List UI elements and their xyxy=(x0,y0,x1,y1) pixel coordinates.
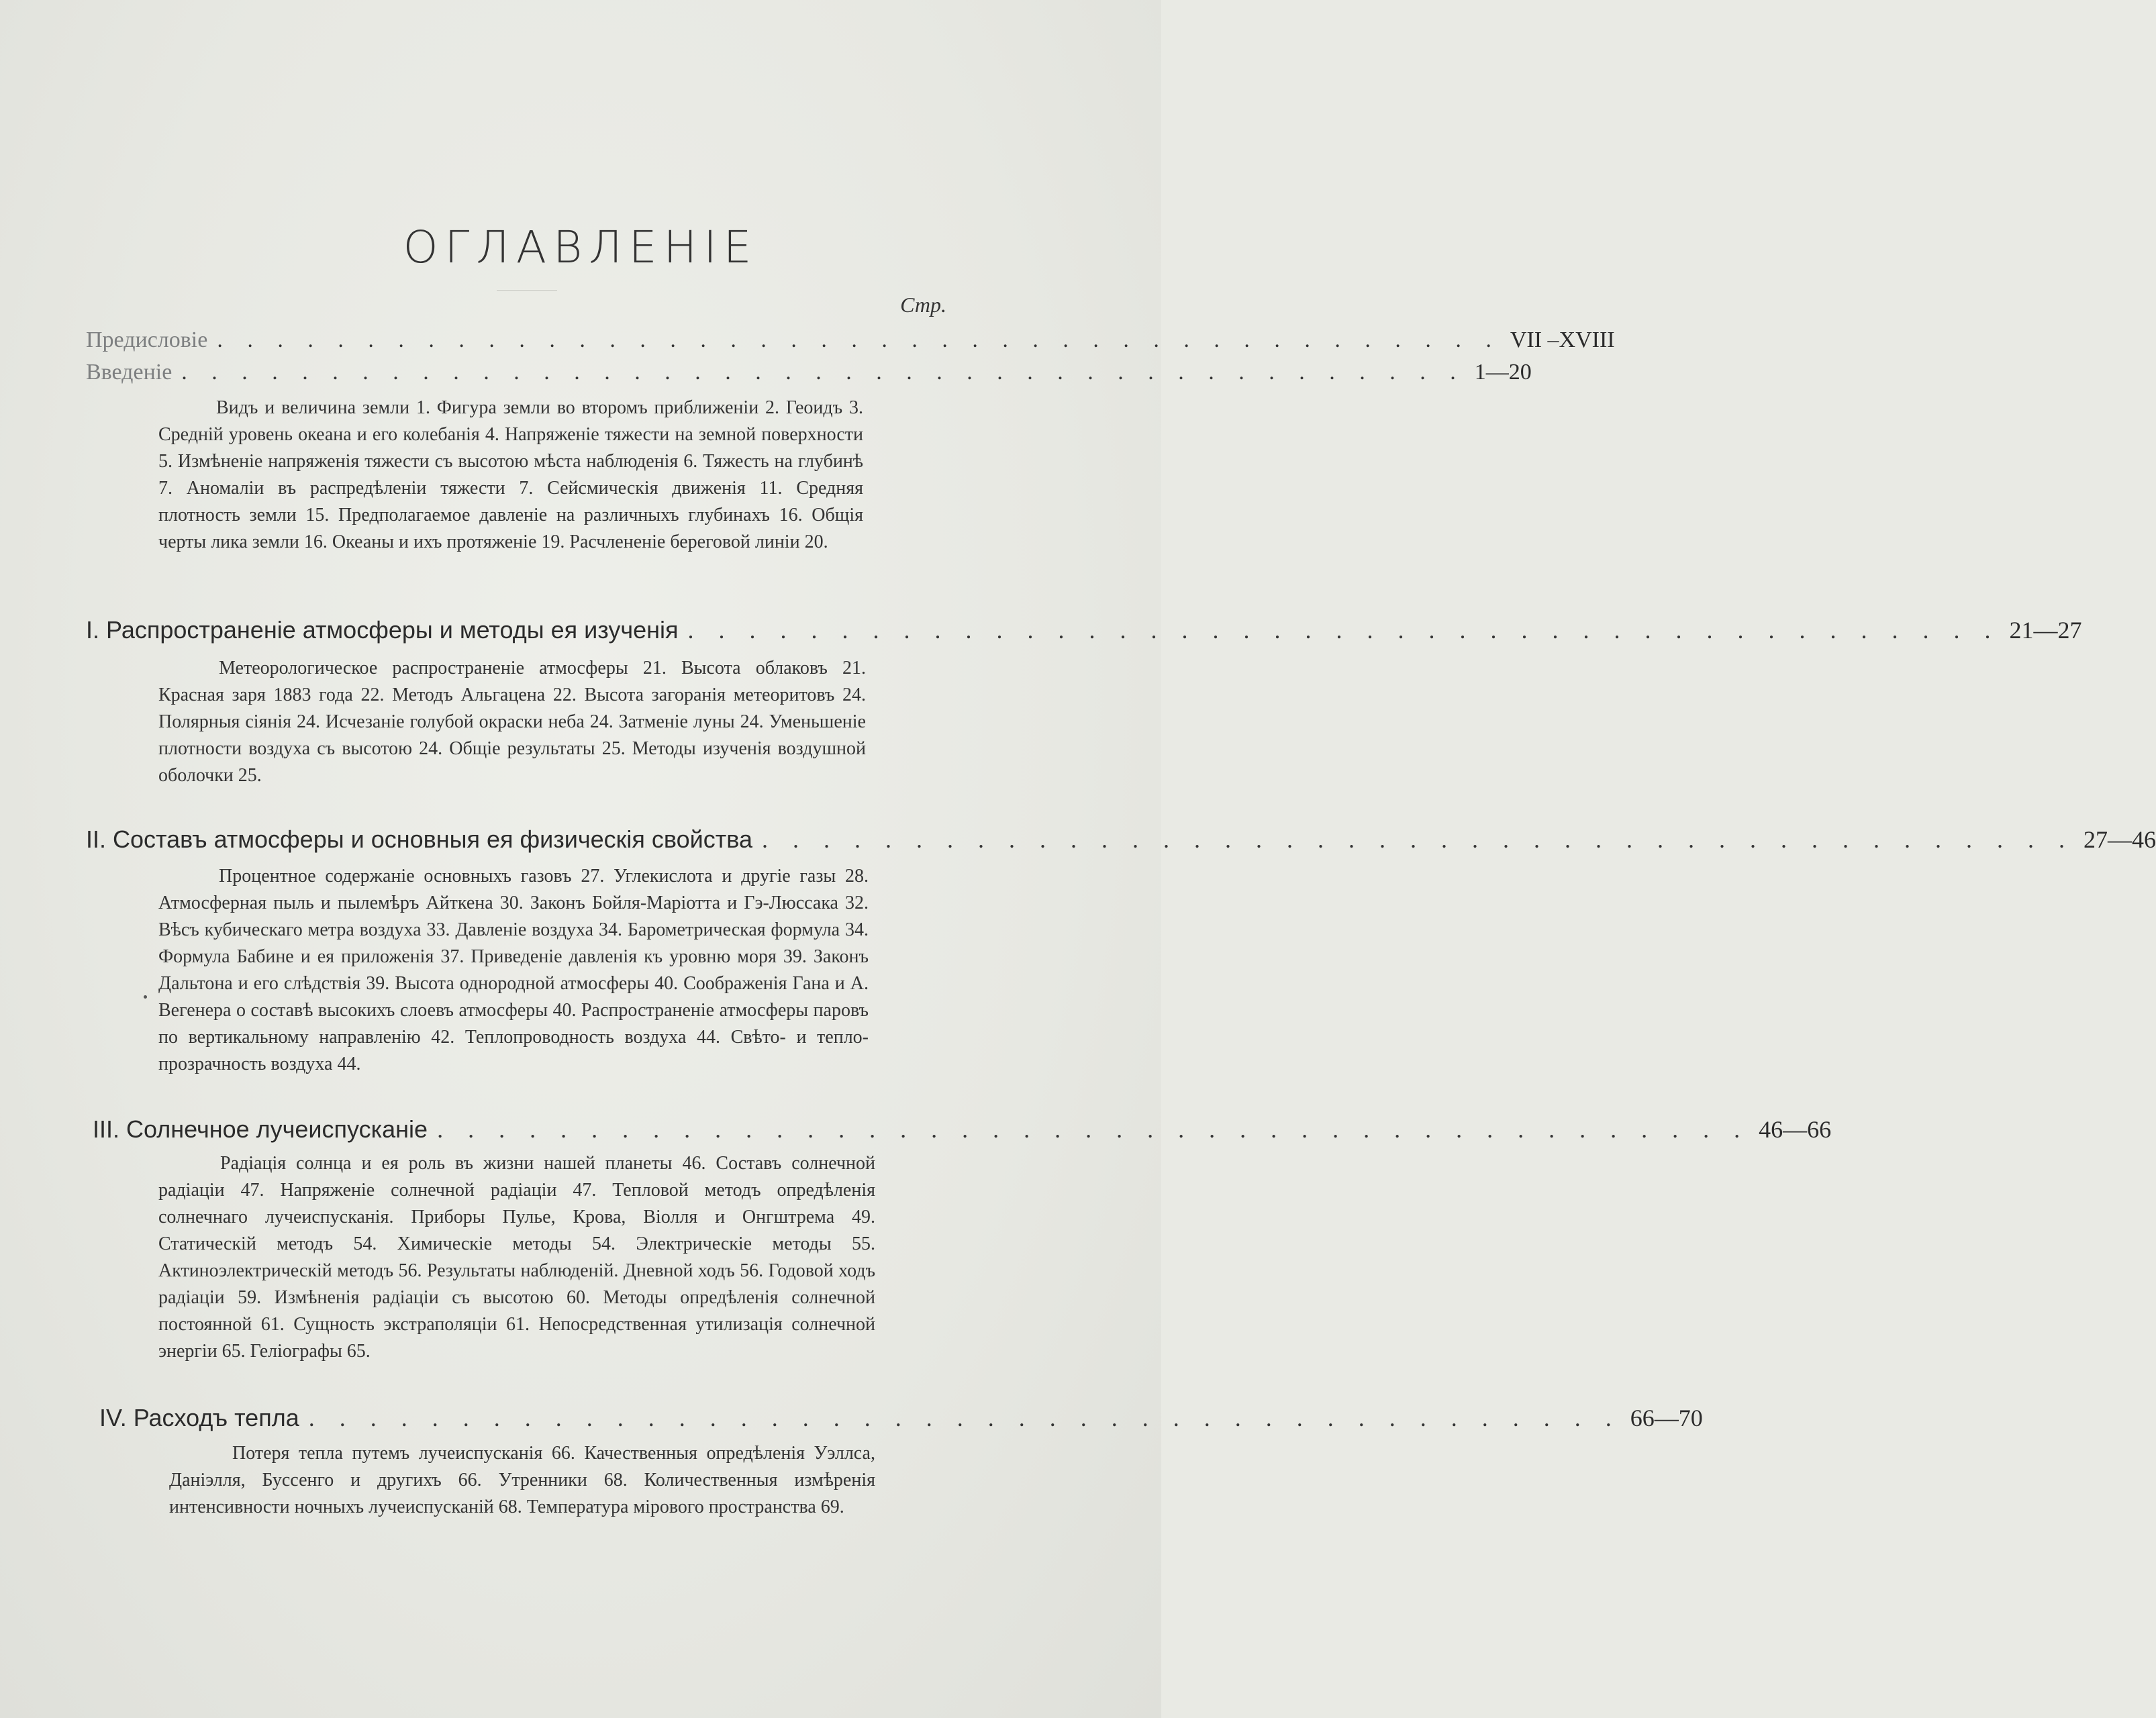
toc-entry-label: IV. Расходъ тепла xyxy=(99,1404,299,1431)
page-title: ОГЛАВЛЕНІЕ xyxy=(403,221,758,273)
toc-entry-summary: Процентное содержаніе основныхъ газовъ 27. Углекислота и другіе газы 28. Атмосферная пыль и пылемѣръ Айткена 30. Законъ Бойля-Маріотта и Гэ-Люссака 32. Вѣсъ кубическаго метра воздуха 33. Давленіе воздуха 34. Барометрическая формула 34. Формула Бабине и ея приложенія 37. Приведеніе давленія къ уровню моря 39. Законъ Дальтона и его слѣдствія 39. Высота однородной атмосферы 40. Соображенія Гана и А. Вегенера о составѣ высокихъ слоевъ атмосферы 40. Распространеніе атмосферы паровъ по вертикальному направленію 42. Теплопроводность воздуха 44. Свѣто- и тепло-прозрачность воздуха 44. xyxy=(158,866,869,1074)
leader-dots: . . . . . . . . . . . . . . . . . . . . . . . . . . . . . . . . . . . . . . . . . . . xyxy=(687,617,2000,644)
toc-entry-summary: Потеря тепла путемъ лучеиспусканія 66. Качественныя опредѣленія Уэллса, Даніэлля, Буссенго и другихъ 66. Утренники 68. Количественныя измѣренія интенсивности ночныхъ лучеиспусканій 68. Температура мірового пространства 69. xyxy=(169,1443,875,1517)
title-divider xyxy=(497,290,557,291)
toc-entry-preface[interactable] xyxy=(86,327,1615,353)
toc-entry-chapter-1[interactable] xyxy=(86,616,2082,644)
toc-entry-summary: Метеорологическое распространеніе атмосферы 21. Высота облаковъ 21. Красная заря 1883 года 22. Методъ Альгацена 22. Высота загоранія метеоритовъ 24. Полярныя сіянія 24. Исчезаніе голубой окраски неба 24. Затменіе луны 24. Уменьшеніе плотности воздуха съ высотою 24. Общіе результаты 25. Методы изученія воздушной оболочки 25. xyxy=(158,658,866,786)
ink-speck xyxy=(144,995,147,999)
leader-dots: . . . . . . . . . . . . . . . . . . . . . . . . . . . . . . . . . . . . . . . . . . . xyxy=(308,1405,1621,1431)
toc-entry-label: Введеніе xyxy=(86,360,173,385)
toc-entry-summary: Радіація солнца и ея роль въ жизни нашей планеты 46. Составъ солнечной радіаціи 47. Напряженіе солнечной радіаціи 47. Тепловой методъ опредѣленія солнечнаго лучеиспусканія. Приборы Пулье, Крова, Віолля и Онгштрема 49. Статическій методъ 54. Химическіе методы 54. Электрическіе методы 55. Актиноэлектрическій методъ 56. Результаты наблюденій. Дневной ходъ 56. Годовой ходъ радіаціи 59. Измѣненія радіаціи съ высотою 60. Методы опредѣленія солнечной постоянной 61. Сущность экстраполяціи 61. Непосредственная утилизація солнечной энергіи 65. Геліографы 65. xyxy=(158,1153,875,1362)
toc-entry-pages: 66—70 xyxy=(1630,1405,1703,1431)
leader-dots: . . . . . . . . . . . . . . . . . . . . . . . . . . . . . . . . . . . . . . . . . . . xyxy=(181,360,1465,385)
toc-entry-chapter-2[interactable] xyxy=(86,825,2156,854)
toc-entry-pages: 21—27 xyxy=(2009,617,2082,644)
toc-entry-label: II. Составъ атмосферы и основныя ея физическія свойства xyxy=(86,825,752,853)
toc-entry-summary: Видъ и величина земли 1. Фигура земли во второмъ приближеніи 2. Геоидъ 3. Средній уровень океана и его колебанія 4. Напряженіе тяжести на земной поверхности 5. Измѣненіе напряженія тяжести съ высотою мѣста наблюденія 6. Тяжесть на глубинѣ 7. Аномаліи въ распредѣленіи тяжести 7. Сейсмическія движенія 11. Средняя плотность земли 15. Предполагаемое давленіе на различныхъ глубинахъ 16. Общія черты лика земли 16. Океаны и ихъ протяженіе 19. Расчлененіе береговой линіи 20. xyxy=(158,397,863,552)
toc-entry-pages: 1—20 xyxy=(1474,360,1532,385)
leader-dots: . . . . . . . . . . . . . . . . . . . . . . . . . . . . . . . . . . . . . . . . . . . xyxy=(761,826,2074,853)
toc-entry-pages: 46—66 xyxy=(1759,1116,1832,1143)
pages-column-header: Стр. xyxy=(900,293,946,317)
toc-entry-chapter-3[interactable] xyxy=(93,1115,1832,1144)
toc-entry-label: III. Солнечное лучеиспусканіе xyxy=(93,1115,428,1143)
toc-entry-label: Предисловіе xyxy=(86,327,208,352)
leader-dots: . . . . . . . . . . . . . . . . . . . . . . . . . . . . . . . . . . . . . . . . . . . xyxy=(217,327,1501,352)
toc-entry-introduction[interactable] xyxy=(86,360,1532,385)
toc-entry-pages: 27—46 xyxy=(2083,826,2156,853)
leader-dots: . . . . . . . . . . . . . . . . . . . . . . . . . . . . . . . . . . . . . . . . . . . xyxy=(437,1116,1750,1143)
toc-entry-label: I. Распространеніе атмосферы и методы ея изученія xyxy=(86,616,679,644)
toc-entry-chapter-4[interactable] xyxy=(99,1404,1703,1432)
toc-entry-pages: VII –XVIII xyxy=(1510,327,1615,352)
